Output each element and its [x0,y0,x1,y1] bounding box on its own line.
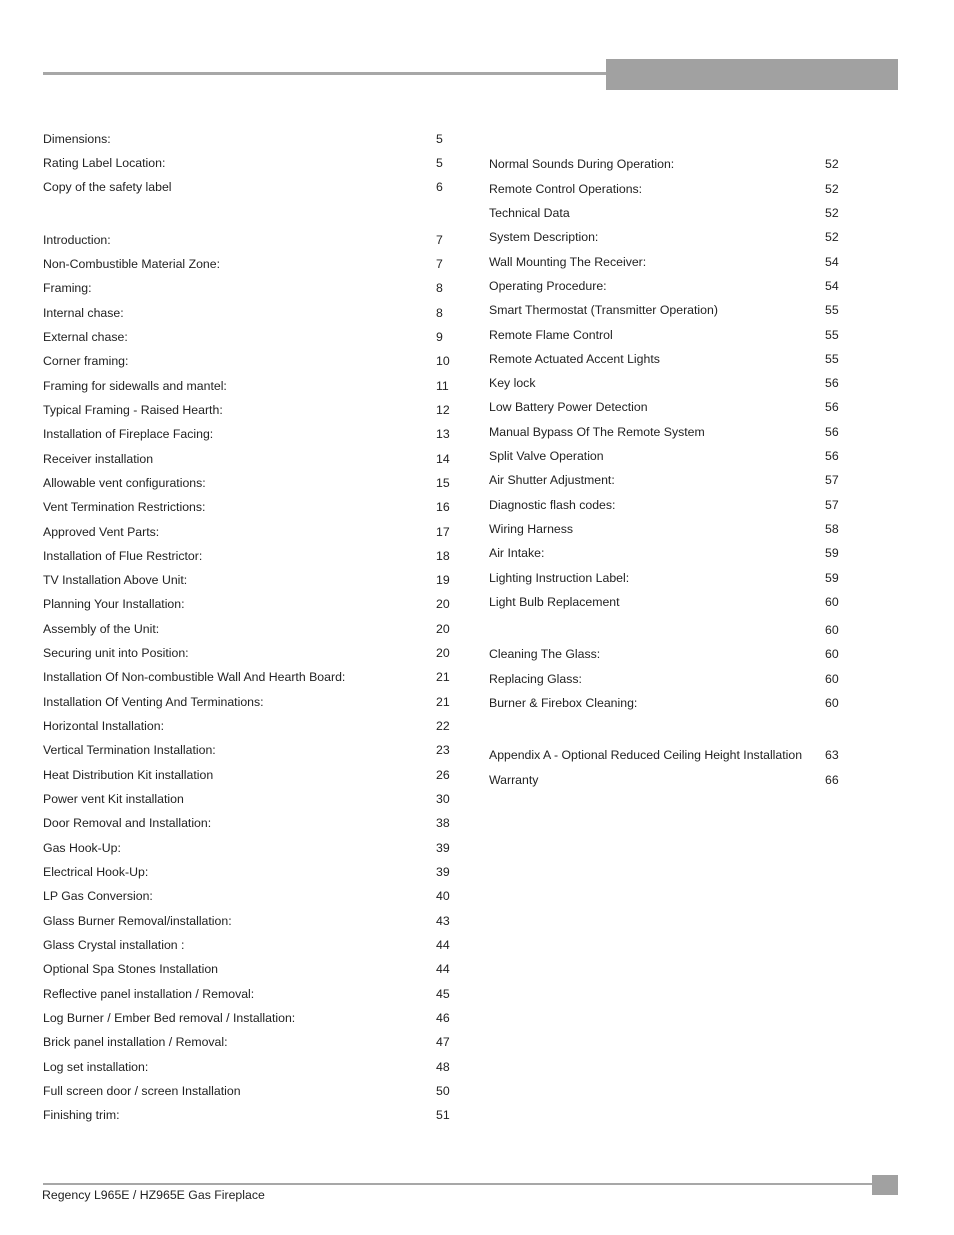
toc-entry-page: 56 [825,449,839,463]
toc-entry-title: Allowable vent configurations: [43,476,206,490]
toc-entry-title: Warranty [489,773,539,787]
toc-entry-title: Horizontal Installation: [43,719,164,733]
toc-entry-page: 17 [436,525,450,539]
toc-entry-page: 21 [436,670,450,684]
toc-entry-title: Glass Crystal installation : [43,938,185,952]
toc-entry-title: Remote Actuated Accent Lights [489,352,660,366]
toc-entry-title: Gas Hook-Up: [43,841,121,855]
toc-entry-title: Non-Combustible Material Zone: [43,257,221,271]
toc-entry-page: 5 [436,132,443,146]
toc-entry-page: 57 [825,473,839,487]
toc-entry-title: Rating Label Location: [43,156,166,170]
toc-entry-page: 30 [436,792,450,806]
toc-entry-title: Wiring Harness [489,522,574,536]
toc-entry-page: 60 [825,595,839,609]
toc-entry-title: Full screen door / screen Installation [43,1084,241,1098]
toc-entry-page: 20 [436,646,450,660]
toc-entry-page: 13 [436,427,450,441]
toc-entry-page: 47 [436,1035,450,1049]
toc-entry-page: 52 [825,157,839,171]
toc-entry-page: 52 [825,230,839,244]
toc-entry-page: 9 [436,330,443,344]
toc-entry-page: 56 [825,400,839,414]
toc-entry-title: Technical Data [489,206,570,220]
toc-entry-title: Lighting Instruction Label: [489,571,630,585]
toc-entry-page: 39 [436,865,450,879]
toc-entry-page: 59 [825,571,839,585]
toc-entry-page: 48 [436,1060,450,1074]
toc-entry-page: 23 [436,743,450,757]
toc-entry-title: Remote Control Operations: [489,182,643,196]
toc-entry-page: 38 [436,816,450,830]
toc-entry-page: 60 [825,696,839,710]
toc-entry-title: Wall Mounting The Receiver: [489,255,647,269]
header-tab-block [606,59,898,90]
toc-entry-page: 8 [436,281,443,295]
toc-entry-title: Split Valve Operation [489,449,604,463]
toc-entry-page: 52 [825,206,839,220]
toc-entry-title: Approved Vent Parts: [43,525,160,539]
toc-entry-title: Key lock [489,376,536,390]
toc-entry-title: Diagnostic flash codes: [489,498,616,512]
toc-entry-page: 44 [436,962,450,976]
toc-entry-page: 10 [436,354,450,368]
toc-entry-page: 19 [436,573,450,587]
toc-entry-title: Operating Procedure: [489,279,607,293]
toc-entry-title: Brick panel installation / Removal: [43,1035,228,1049]
toc-entry-page: 11 [436,379,449,393]
toc-entry-title: Cleaning The Glass: [489,647,601,661]
toc-entry-title: Normal Sounds During Operation: [489,157,675,171]
toc-entry-page: 55 [825,328,839,342]
toc-entry-page: 60 [825,623,839,637]
toc-entry-page: 66 [825,773,839,787]
toc-entry-title: Framing for sidewalls and mantel: [43,379,227,393]
toc-entry-page: 54 [825,255,839,269]
toc-entry-page: 56 [825,376,839,390]
toc-entry-page: 6 [436,180,443,194]
toc-entry-page: 57 [825,498,839,512]
toc-entry-title: Planning Your Installation: [43,597,185,611]
toc-entry-page: 12 [436,403,450,417]
toc-entry-title: Remote Flame Control [489,328,613,342]
toc-entry-title: Power vent Kit installation [43,792,184,806]
toc-entry-title: Smart Thermostat (Transmitter Operation) [489,303,718,317]
toc-entry-title: System Description: [489,230,599,244]
toc-entry-title: Assembly of the Unit: [43,622,160,636]
toc-entry-title: Air Shutter Adjustment: [489,473,615,487]
toc-entry-page: 20 [436,622,450,636]
toc-entry-title: TV Installation Above Unit: [43,573,188,587]
toc-entry-title: Light Bulb Replacement [489,595,620,609]
toc-entry-title: Receiver installation [43,452,154,466]
toc-entry-title: Finishing trim: [43,1108,120,1122]
toc-entry-page: 60 [825,647,839,661]
toc-entry-page: 52 [825,182,839,196]
footer-rule [43,1183,872,1185]
toc-entry-title: Dimensions: [43,132,111,146]
toc-entry-page: 44 [436,938,450,952]
toc-entry-page: 21 [436,695,450,709]
toc-entry-page: 56 [825,425,839,439]
toc-entry-page: 26 [436,768,450,782]
toc-entry-title: Log set installation: [43,1060,149,1074]
toc-entry-page: 39 [436,841,450,855]
toc-entry-title: Appendix A - Optional Reduced Ceiling Height Installation [489,748,803,762]
footer-product-name: Regency L965E / HZ965E Gas Fireplace [42,1188,265,1202]
toc-entry-title: Vertical Termination Installation: [43,743,216,757]
toc-entry-page: 16 [436,500,450,514]
toc-entry-title: Corner framing: [43,354,129,368]
toc-entry-page: 15 [436,476,450,490]
footer-page-block [872,1175,898,1195]
toc-entry-page: 45 [436,987,450,1001]
toc-entry-title: Low Battery Power Detection [489,400,648,414]
header-rule [43,72,606,75]
toc-entry-title: Air Intake: [489,546,545,560]
toc-entry-page: 14 [436,452,450,466]
toc-entry-title: Copy of the safety label [43,180,172,194]
toc-entry-page: 43 [436,914,450,928]
toc-entry-page: 51 [436,1108,450,1122]
toc-entry-page: 54 [825,279,839,293]
toc-entry-page: 50 [436,1084,450,1098]
toc-entry-title: Internal chase: [43,306,124,320]
toc-entry-page: 55 [825,303,839,317]
toc-entry-title: Installation of Flue Restrictor: [43,549,203,563]
toc-entry-title: Framing: [43,281,92,295]
toc-entry-page: 63 [825,748,839,762]
toc-entry-page: 8 [436,306,443,320]
toc-entry-page: 46 [436,1011,450,1025]
toc-entry-page: 40 [436,889,450,903]
toc-entry-title: Reflective panel installation / Removal: [43,987,255,1001]
toc-entry-title: Optional Spa Stones Installation [43,962,219,976]
toc-entry-title: Installation Of Non-combustible Wall And Hearth Board: [43,670,346,684]
toc-entry-title: Installation of Fireplace Facing: [43,427,214,441]
toc-entry-title: Heat Distribution Kit installation [43,768,214,782]
toc-entry-page: 22 [436,719,450,733]
toc-entry-title: Securing unit into Position: [43,646,189,660]
toc-entry-title: Typical Framing - Raised Hearth: [43,403,223,417]
toc-entry-page: 59 [825,546,839,560]
toc-entry-title: Door Removal and Installation: [43,816,212,830]
toc-entry-title: Log Burner / Ember Bed removal / Installation: [43,1011,296,1025]
toc-entry-page: 60 [825,672,839,686]
toc-entry-title: External chase: [43,330,128,344]
toc-entry-title: Installation Of Venting And Terminations: [43,695,264,709]
toc-entry-title: Vent Termination Restrictions: [43,500,206,514]
toc-entry-page: 5 [436,156,443,170]
toc-entry-page: 58 [825,522,839,536]
toc-entry-title: Glass Burner Removal/installation: [43,914,232,928]
toc-entry-title: Burner & Firebox Cleaning: [489,696,638,710]
toc-entry-title: Replacing Glass: [489,672,582,686]
toc-entry-page: 55 [825,352,839,366]
toc-entry-page: 7 [436,233,443,247]
toc-entry-page: 7 [436,257,443,271]
toc-entry-page: 20 [436,597,450,611]
toc-entry-title: Manual Bypass Of The Remote System [489,425,705,439]
toc-entry-title: Introduction: [43,233,111,247]
toc-entry-title: Electrical Hook-Up: [43,865,149,879]
toc-entry-title: LP Gas Conversion: [43,889,153,903]
toc-entry-page: 18 [436,549,450,563]
